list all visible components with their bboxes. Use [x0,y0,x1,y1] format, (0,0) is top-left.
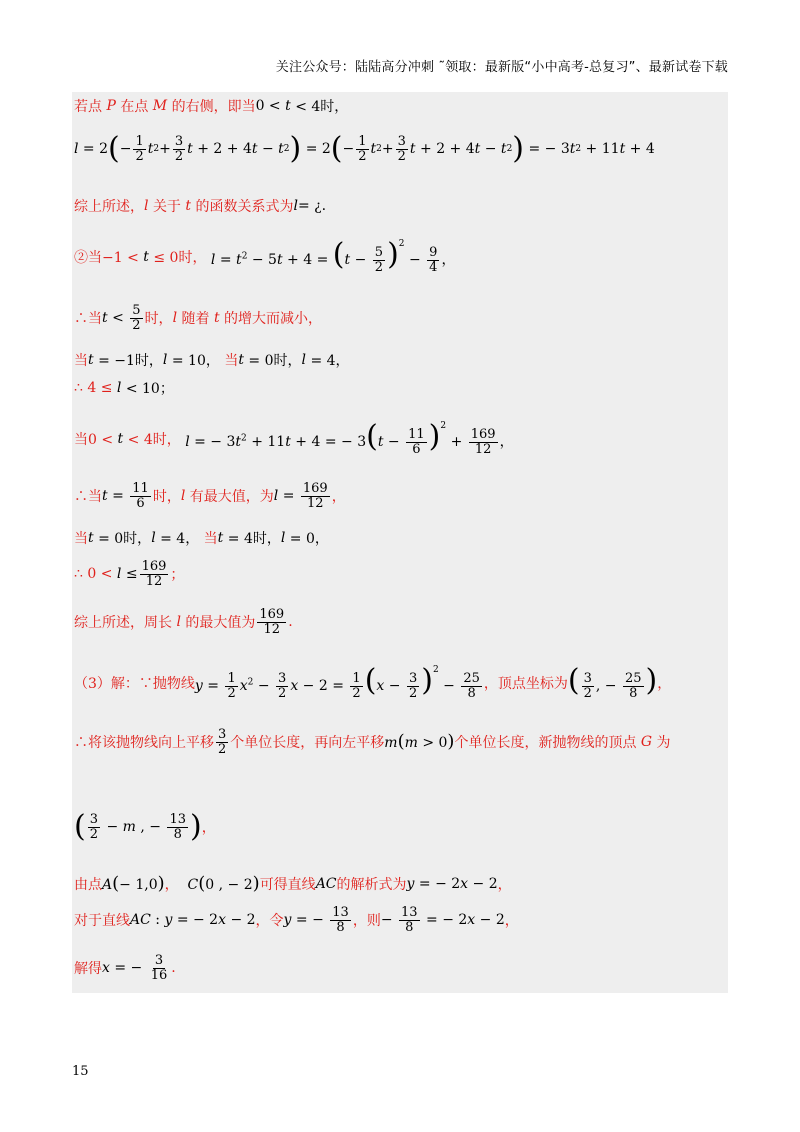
solution-line-3: 综上所述， l 关于 t 的函数关系式为 l = ¿. [74,198,327,215]
solution-line-15: ( $\frac{3}{2}$ − m , − $\frac{13}{8}$ ) ， [74,809,216,844]
solution-line-4: ②当−1 < t ≤ 0时， $l = t^2 - 5t + 4 = (t$ − $\frac{5}{2}$ )$^2$ − $\frac{9}{4}$ ， [74,237,456,275]
solution-line-10: 当 t = 0时， l = 4， 当 t = 4时， l = 0， [74,530,329,547]
solution-line-17: 对于直线 AC : y = − 2x − 2 ，令 y = − $\frac{13}{8}$ ，则 − $\frac{13}{8}$ = − 2x − 2 ， [74,905,519,935]
solution-line-7: ∴ 4 ≤ l < 10； [74,380,174,397]
variable-m: M [152,98,168,114]
text-fragment: 在点 [120,99,149,115]
solution-content [72,92,728,993]
page-number: 15 [72,1064,89,1079]
page-header: 关注公众号：陆陆高分冲刺 ˜领取：最新版“小中高考-总复习”、最新试卷下载 [275,60,728,75]
solution-line-2: l = 2 ( − $\frac{1}{2}$ t 2 + $\frac{3}{2}$ t + 2 + 4 t − t 2 ) = 2 ( − $\frac{1}{2}$ t 2 + $\frac{3}{2}$ t + 2 + 4 t − t 2 ) = − 3 t 2 + 11 t + 4 [74,131,655,166]
variable-t: t [285,98,291,114]
solution-line-14: ∴将该抛物线向上平移 $\frac{3}{2}$ 个单位长度，再向左平移 m(m > 0) 个单位长度，新抛物线的顶点 G 为 [74,727,671,757]
solution-line-13: （3）解：∵抛物线 y = $\frac{1}{2}$ $x^2$ − $\frac{3}{2}$ x − 2 = $\frac{1}{2}$ (x − $\frac{3}{2}$ )$^2$ − $\frac{25}{8}$ ，顶点坐标为 ( $\frac{3}{2}$ , − $\frac{25}{8}$ ) ， [74,663,672,701]
solution-line-9: ∴当 t = $\frac{11}{6}$ 时， l 有最大值，为 l = $\frac{169}{12}$ ， [74,481,346,511]
solution-line-12: 综上所述，周长 l 的最大值为 $\frac{169}{12}$ . [74,607,293,637]
solution-line-16: 由点 A(− 1,0) ， C(0 , − 2) 可得直线 AC 的解析式为 y = − 2x − 2 ， [74,873,512,894]
solution-line-1 [74,96,348,116]
text-fragment: 若点 [74,99,102,115]
math-fragment: 0 < [255,98,281,114]
solution-line-18: 解得 x = − $\frac{3}{16}$ . [74,953,176,983]
solution-line-6: 当 t = −1时， l = 10， 当 t = 0时， l = 4， [74,352,350,369]
solution-line-8: 当0 < t < 4时， l = − $3t^2 + 11t + 4$ = − 3(t − $\frac{11}{6}$ )$^2$ + $\frac{169}{12}$ ， [74,419,514,457]
text-fragment: 的右侧，即当 [171,99,256,115]
variable-p: P [106,98,116,114]
solution-line-5: ∴当 t < $\frac{5}{2}$ 时， l 随着 t 的增大而减小， [74,303,323,333]
math-fragment: < 4时， [295,99,349,115]
solution-line-11: ∴ 0 < l ≤ $\frac{169}{12}$ ； [74,559,185,589]
